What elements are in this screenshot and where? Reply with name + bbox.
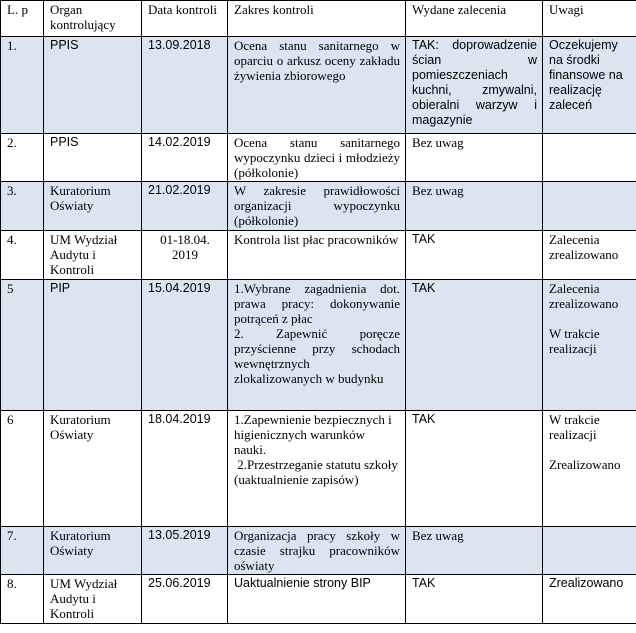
cell-lp: 1. bbox=[1, 37, 44, 134]
cell-uwagi: Oczekujemy na środki finansowe na realizację zaleceń bbox=[543, 37, 636, 134]
cell-zalecenia: TAK bbox=[406, 575, 543, 624]
cell-organ: Kuratorium Oświaty bbox=[44, 527, 142, 575]
table-row bbox=[1, 182, 636, 231]
cell-zalecenia: TAK bbox=[406, 231, 543, 280]
cell-zalecenia: Bez uwag bbox=[406, 182, 543, 231]
cell-organ: Kuratorium Oświaty bbox=[44, 411, 142, 527]
uwagi-item: Zrealizowano bbox=[549, 457, 621, 472]
cell-data: 14.02.2019 bbox=[142, 134, 228, 182]
cell-data: 13.05.2019 bbox=[142, 527, 228, 575]
header-uwagi: Uwagi bbox=[543, 1, 636, 37]
cell-lp: 7. bbox=[1, 527, 44, 575]
cell-zakres: Kontrola list płac pracowników bbox=[228, 231, 406, 280]
cell-zakres bbox=[228, 280, 406, 411]
cell-organ: Kuratorium Oświaty bbox=[44, 182, 142, 231]
cell-data: 15.04.2019 bbox=[142, 280, 228, 411]
spacer bbox=[549, 442, 631, 457]
table-row bbox=[1, 280, 636, 411]
cell-lp: 6 bbox=[1, 411, 44, 527]
cell-data: 18.04.2019 bbox=[142, 411, 228, 527]
header-organ: Organ kontrolujący bbox=[44, 1, 142, 37]
table-row bbox=[1, 231, 636, 280]
cell-zakres: Ocena stanu sanitarnego wypoczynku dzieci i młodzieży (półkolonie) bbox=[228, 134, 406, 182]
cell-zakres: Organizacja pracy szkoły w czasie strajku pracowników oświaty bbox=[228, 527, 406, 575]
cell-organ: PPIS bbox=[44, 134, 142, 182]
cell-uwagi bbox=[543, 527, 636, 575]
zakres-item: 2. Zapewnić poręcze przyścienne przy schodach wewnętrznych zlokalizowanych w budynku bbox=[234, 326, 404, 386]
table-row bbox=[1, 37, 636, 134]
uwagi-item: W trakcie realizacji bbox=[549, 326, 603, 356]
cell-uwagi bbox=[543, 280, 636, 411]
table-row bbox=[1, 134, 636, 182]
cell-data: 01-18.04. 2019 bbox=[142, 231, 228, 280]
header-lp: L. p bbox=[1, 1, 44, 37]
table-row bbox=[1, 411, 636, 527]
cell-lp: 4. bbox=[1, 231, 44, 280]
cell-data: 13.09.2018 bbox=[142, 37, 228, 134]
cell-organ: UM Wydział Audytu i Kontroli bbox=[44, 231, 142, 280]
cell-data: 21.02.2019 bbox=[142, 182, 228, 231]
cell-zakres: W zakresie prawidłowości organizacji wypoczynku (półkolonie) bbox=[228, 182, 406, 231]
cell-lp: 2. bbox=[1, 134, 44, 182]
header-data: Data kontroli bbox=[142, 1, 228, 37]
cell-zakres: Ocena stanu sanitarnego w oparciu o arkusz oceny zakładu żywienia zbiorowego bbox=[228, 37, 406, 134]
cell-zakres bbox=[228, 411, 406, 527]
cell-lp: 3. bbox=[1, 182, 44, 231]
cell-uwagi bbox=[543, 411, 636, 527]
cell-uwagi bbox=[543, 182, 636, 231]
header-zakres: Zakres kontroli bbox=[228, 1, 406, 37]
cell-lp: 8. bbox=[1, 575, 44, 624]
cell-zakres: Uaktualnienie strony BIP bbox=[228, 575, 406, 624]
zakres-item: 1.Wybrane zagadnienia dot. prawa pracy: dokonywanie potrąceń z płac bbox=[234, 281, 404, 326]
cell-uwagi bbox=[543, 134, 636, 182]
cell-uwagi: Zalecenia zrealizowano bbox=[543, 231, 636, 280]
zakres-item: 1.Zapewnienie bezpiecznych i higienicznych warunków nauki. bbox=[234, 412, 395, 457]
cell-zalecenia: TAK bbox=[406, 280, 543, 411]
cell-organ: PPIS bbox=[44, 37, 142, 134]
cell-organ: PIP bbox=[44, 280, 142, 411]
uwagi-item: W trakcie realizacji bbox=[549, 412, 603, 442]
uwagi-item: Zalecenia zrealizowano bbox=[549, 281, 619, 311]
header-zalecenia: Wydane zalecenia bbox=[406, 1, 543, 37]
zakres-item: 2.Przestrzeganie statutu szkoły (uaktualnienie zapisów) bbox=[234, 457, 402, 487]
table-row bbox=[1, 575, 636, 624]
cell-data: 25.06.2019 bbox=[142, 575, 228, 624]
cell-zalecenia: TAK bbox=[406, 411, 543, 527]
cell-lp: 5 bbox=[1, 280, 44, 411]
spacer bbox=[549, 311, 631, 326]
header-row bbox=[1, 1, 636, 37]
cell-zalecenia: TAK: doprowadzenie ścian w pomieszczeniach kuchni, zmywalni, obieralni warzyw i magazynie bbox=[406, 37, 543, 134]
cell-zalecenia: Bez uwag bbox=[406, 527, 543, 575]
cell-uwagi: Zrealizowano bbox=[543, 575, 636, 624]
table-row bbox=[1, 527, 636, 575]
cell-organ: UM Wydział Audytu i Kontroli bbox=[44, 575, 142, 624]
cell-zalecenia: Bez uwag bbox=[406, 134, 543, 182]
